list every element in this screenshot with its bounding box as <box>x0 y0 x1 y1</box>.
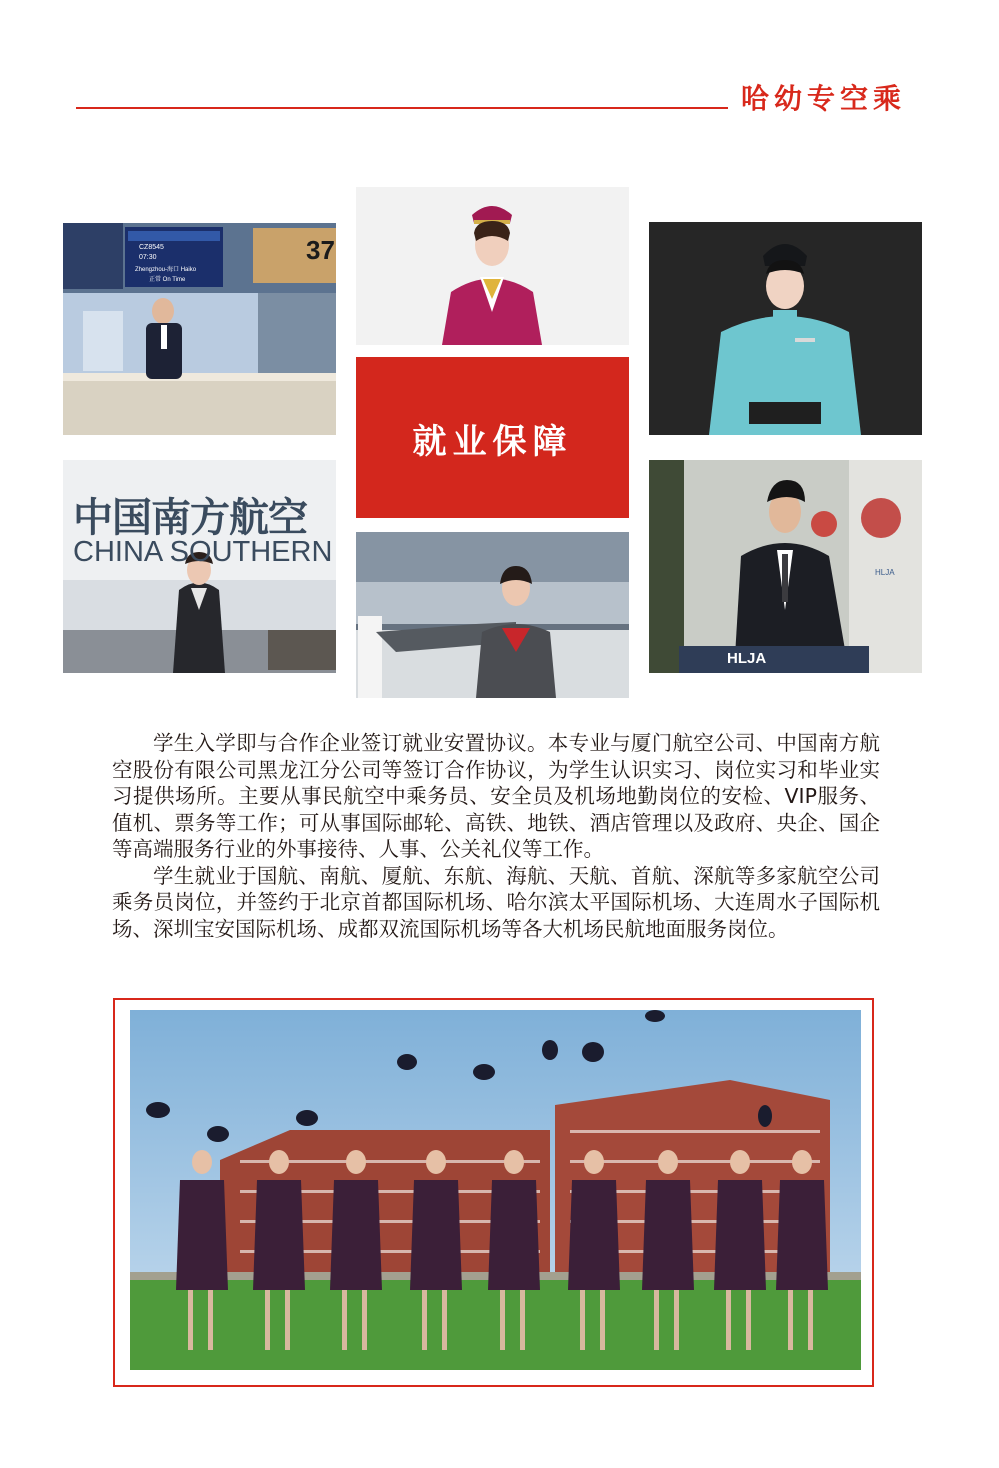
graduation-photo-frame <box>113 998 874 1387</box>
employment-banner <box>356 357 629 518</box>
china-southern-sign-en: CHINA SOUTHERN <box>73 536 333 568</box>
hlja-barrier-text: HLJA <box>727 650 767 667</box>
header-rule <box>76 107 728 109</box>
photo-teal-uniform-attendant <box>649 222 922 435</box>
photo-graduation-hat-toss <box>130 1010 861 1370</box>
employment-banner-label: 就业保障 <box>412 422 573 462</box>
hlja-wall-text: HLJA <box>875 568 895 577</box>
photo-gate-agent <box>63 223 336 435</box>
flight-board-flight: CZ8545 <box>139 244 164 251</box>
photo-china-southern-counter <box>63 460 336 673</box>
flight-board-time: 07:30 <box>139 254 157 261</box>
gate-number: 37 <box>306 235 335 265</box>
header-title: 哈幼专空乘 <box>741 82 907 115</box>
photo-red-uniform-attendant <box>356 187 629 345</box>
employment-description <box>112 730 880 942</box>
paragraph-agreements: 学生入学即与合作企业签订就业安置协议。本专业与厦门航空公司、中国南方航空股份有限公司黑龙江分公司等签订合作协议，为学生认识实习、岗位实习和毕业实习提供场所。主要从事民航空中乘务员、安全员及机场地勤岗位的安检、VIP服务、值机、票务等工作；可从事国际邮轮、高铁、地铁、酒店管理以及政府、央企、国企等高端服务行业的外事接待、人事、公关礼仪等工作。 <box>112 731 880 861</box>
paragraph-placements: 学生就业于国航、南航、厦航、东航、海航、天航、首航、深航等多家航空公司乘务员岗位，并签约于北京首都国际机场、哈尔滨太平国际机场、大连周水子国际机场、深圳宝安国际机场、成都双流国际机场等各大机场民航地面服务岗位。 <box>112 863 880 941</box>
china-southern-sign-cn: 中国南方航空 <box>73 495 307 541</box>
flight-board-status: 正常 On Time <box>149 277 186 283</box>
photo-hlja-agent <box>649 460 922 673</box>
flight-board-route: Zhengzhou-海口 Haiko <box>135 267 197 273</box>
photo-terminal-attendant <box>356 532 629 698</box>
